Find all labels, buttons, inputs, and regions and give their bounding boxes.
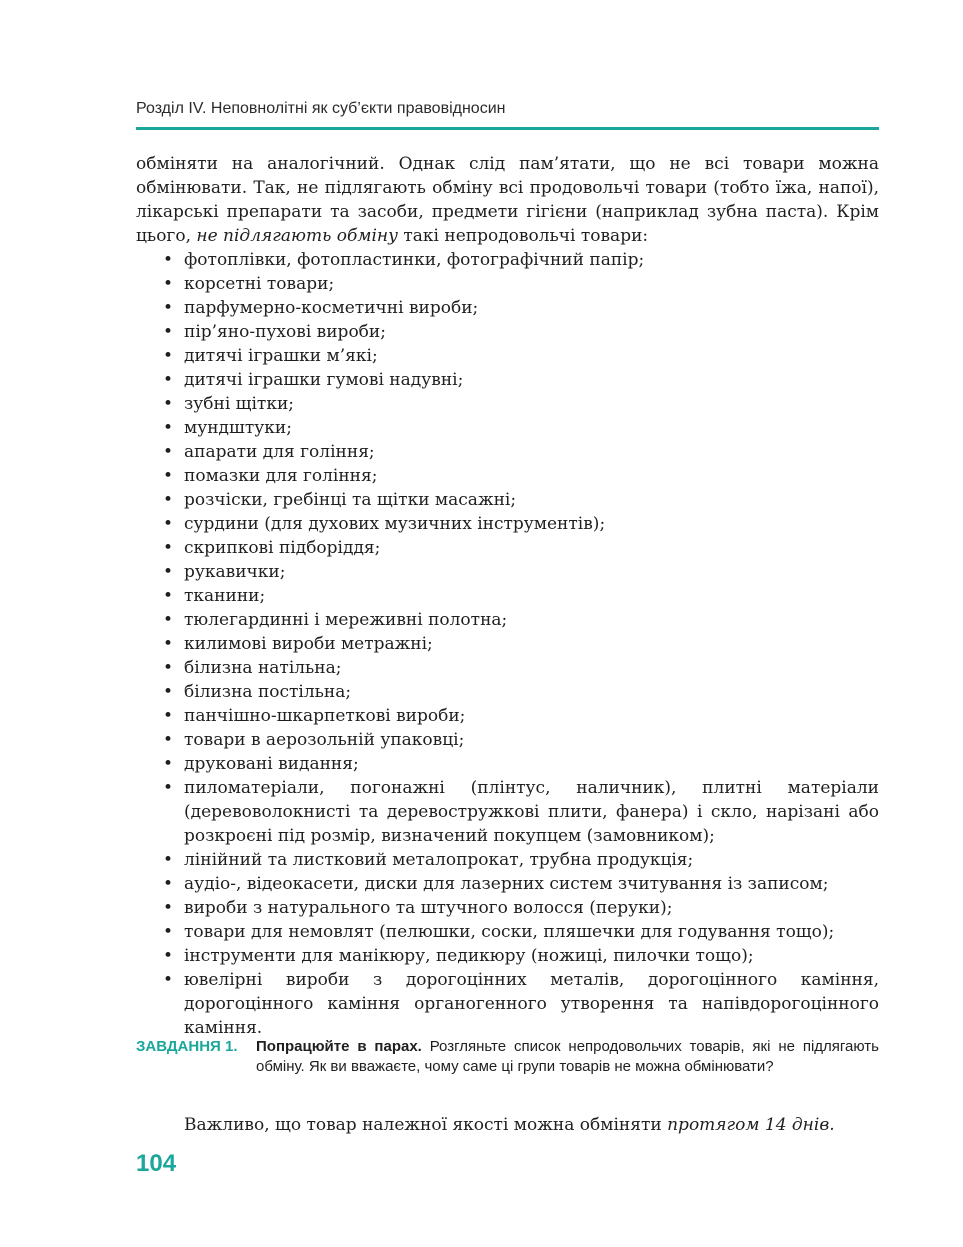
bullet-icon: • <box>163 610 174 630</box>
list-item-text: лінійний та листковий металопрокат, трубна продукція; <box>184 850 694 870</box>
non-exchangeable-goods-list <box>136 248 879 1040</box>
bullet-icon: • <box>163 514 174 534</box>
bullet-icon: • <box>163 346 174 366</box>
bullet-icon: • <box>163 538 174 558</box>
list-item-text: парфумерно-косметичні вироби; <box>184 298 479 318</box>
list-item <box>136 872 879 896</box>
list-item <box>136 512 879 536</box>
list-item <box>136 584 879 608</box>
main-content <box>136 152 879 1040</box>
bullet-icon: • <box>163 922 174 942</box>
bullet-icon: • <box>163 370 174 390</box>
list-item-text: пиломатеріали, погонажні (плінтус, наличник), плитні матеріали (деревоволокнисті та деревостружкові плити, фанера) і скло, нарізані або розкроєні під розмір, визначений покупцем (замовником); <box>184 778 879 846</box>
list-item <box>136 632 879 656</box>
list-item <box>136 848 879 872</box>
bullet-icon: • <box>163 754 174 774</box>
list-item-text: білизна натільна; <box>184 658 342 678</box>
task-lead: Попрацюйте в парах. <box>256 1038 422 1055</box>
list-item-text: дитячі іграшки м’які; <box>184 346 378 366</box>
closing-text: Важливо, що товар належної якості можна обміняти <box>184 1115 668 1135</box>
list-item-text: мундштуки; <box>184 418 292 438</box>
bullet-icon: • <box>163 274 174 294</box>
list-item <box>136 560 879 584</box>
list-item-text: фотоплівки, фотопластинки, фотографічний папір; <box>184 250 645 270</box>
bullet-icon: • <box>163 898 174 918</box>
list-item <box>136 776 879 848</box>
list-item-text: вироби з натурального та штучного волосся (перуки); <box>184 898 673 918</box>
list-item <box>136 656 879 680</box>
list-item-text: помазки для гоління; <box>184 466 378 486</box>
list-item-text: корсетні товари; <box>184 274 335 294</box>
bullet-icon: • <box>163 442 174 462</box>
bullet-icon: • <box>163 490 174 510</box>
bullet-icon: • <box>163 466 174 486</box>
list-item-text: товари в аерозольній упаковці; <box>184 730 465 750</box>
list-item <box>136 344 879 368</box>
list-item <box>136 296 879 320</box>
page-number: 104 <box>136 1150 177 1177</box>
list-item <box>136 920 879 944</box>
list-item <box>136 320 879 344</box>
list-item-text: інструменти для манікюру, педикюру (ножиці, пилочки тощо); <box>184 946 754 966</box>
list-item-text: сурдини (для духових музичних інструментів); <box>184 514 606 534</box>
list-item-text: тканини; <box>184 586 266 606</box>
list-item <box>136 680 879 704</box>
bullet-icon: • <box>163 850 174 870</box>
list-item-text: ювелірні вироби з дорогоцінних металів, дорогоцінного каміння, дорогоцінного каміння органогенного утворення та напівдорогоцінного каміння. <box>184 970 879 1038</box>
bullet-icon: • <box>163 250 174 270</box>
bullet-icon: • <box>163 394 174 414</box>
list-item <box>136 248 879 272</box>
list-item-text: білизна постільна; <box>184 682 352 702</box>
bullet-icon: • <box>163 658 174 678</box>
closing-paragraph <box>136 1113 879 1137</box>
list-item <box>136 968 879 1040</box>
bullet-icon: • <box>163 586 174 606</box>
list-item-text: апарати для гоління; <box>184 442 375 462</box>
list-item-text: скрипкові підборіддя; <box>184 538 381 558</box>
header-divider <box>136 127 879 130</box>
list-item <box>136 392 879 416</box>
bullet-icon: • <box>163 682 174 702</box>
intro-emphasis: не підлягають обміну <box>196 226 398 246</box>
list-item <box>136 464 879 488</box>
running-header: Розділ IV. Неповнолітні як суб’єкти правовідносин <box>136 100 506 117</box>
list-item <box>136 440 879 464</box>
intro-text-start: обміняти на аналогічний. Однак слід пам’ятати, що не всі товари можна обмінювати. Так, не підлягають обміну всі продовольчі товари (тобто їжа, напої), лікарські препарати та засоби, предмети гігієни (наприклад зубна паста). Крім цього, <box>136 154 879 246</box>
list-item-text: килимові вироби метражні; <box>184 634 433 654</box>
list-item-text: друковані видання; <box>184 754 359 774</box>
list-item <box>136 416 879 440</box>
list-item <box>136 608 879 632</box>
task-body <box>256 1037 879 1077</box>
list-item <box>136 272 879 296</box>
list-item <box>136 728 879 752</box>
list-item <box>136 896 879 920</box>
list-item <box>136 536 879 560</box>
list-item-text: рукавички; <box>184 562 286 582</box>
bullet-icon: • <box>163 946 174 966</box>
list-item-text: розчіски, гребінці та щітки масажні; <box>184 490 517 510</box>
task-label: ЗАВДАННЯ 1. <box>136 1038 238 1055</box>
list-item <box>136 368 879 392</box>
list-item-text: тюлегардинні і мереживні полотна; <box>184 610 508 630</box>
list-item <box>136 704 879 728</box>
list-item-text: аудіо-, відеокасети, диски для лазерних систем зчитування із записом; <box>184 874 829 894</box>
bullet-icon: • <box>163 634 174 654</box>
bullet-icon: • <box>163 298 174 318</box>
bullet-icon: • <box>163 322 174 342</box>
bullet-icon: • <box>163 778 174 798</box>
bullet-icon: • <box>163 970 174 990</box>
list-item-text: дитячі іграшки гумові надувні; <box>184 370 464 390</box>
intro-paragraph <box>136 152 879 248</box>
list-item-text: зубні щітки; <box>184 394 295 414</box>
task-block <box>136 1037 879 1077</box>
closing-emphasis: протягом 14 днів. <box>667 1115 835 1135</box>
intro-text-end: такі непродовольчі товари: <box>397 226 649 246</box>
list-item <box>136 488 879 512</box>
list-item-text: панчішно-шкарпеткові вироби; <box>184 706 466 726</box>
bullet-icon: • <box>163 562 174 582</box>
bullet-icon: • <box>163 706 174 726</box>
bullet-icon: • <box>163 730 174 750</box>
list-item-text: товари для немовлят (пелюшки, соски, пляшечки для годування тощо); <box>184 922 835 942</box>
bullet-icon: • <box>163 418 174 438</box>
list-item <box>136 752 879 776</box>
list-item <box>136 944 879 968</box>
task-text: Розгляньте список непродовольчих товарів, які не підлягають обміну. Як ви вважаєте, чому саме ці групи товарів не можна обмінювати? <box>256 1038 879 1075</box>
bullet-icon: • <box>163 874 174 894</box>
list-item-text: пір’яно-пухові вироби; <box>184 322 386 342</box>
